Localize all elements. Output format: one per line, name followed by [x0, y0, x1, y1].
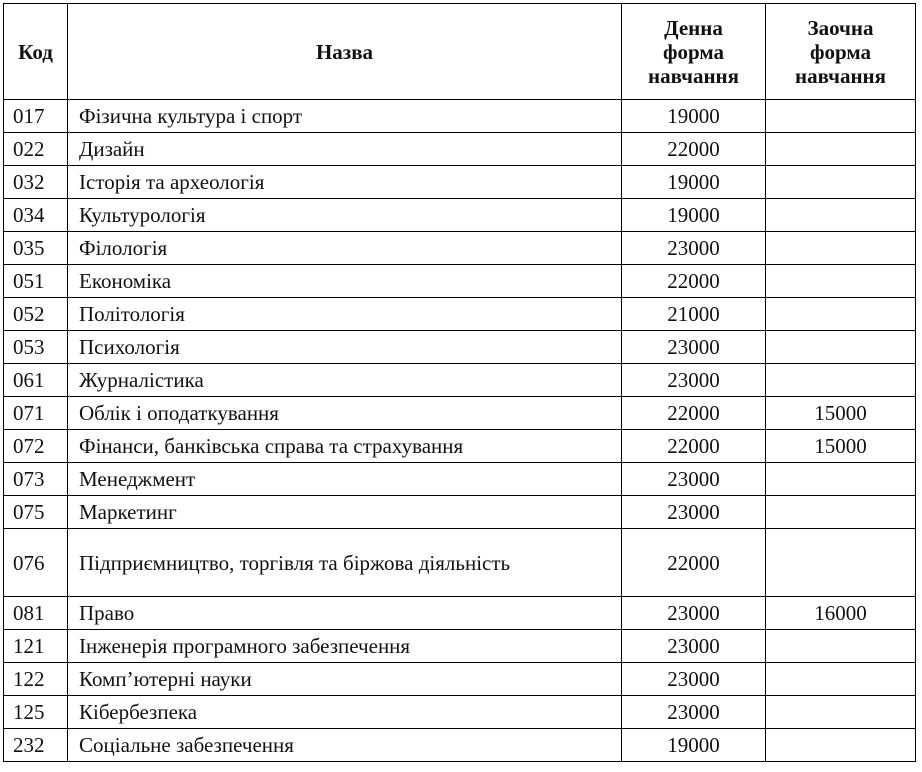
cell-day-form-price: 23000 [622, 496, 766, 529]
cell-part-time-price: 15000 [766, 397, 916, 430]
table-row [4, 364, 916, 397]
cell-day-form-price: 22000 [622, 265, 766, 298]
cell-part-time-price [766, 696, 916, 729]
table-body [4, 100, 916, 762]
cell-name: Кібербезпека [68, 696, 622, 729]
cell-name: Облік і оподаткування [68, 397, 622, 430]
cell-name: Журналістика [68, 364, 622, 397]
cell-name: Філологія [68, 232, 622, 265]
cell-code: 061 [4, 364, 68, 397]
cell-day-form-price: 23000 [622, 463, 766, 496]
cell-part-time-price [766, 331, 916, 364]
table-row [4, 529, 916, 597]
cell-part-time-price [766, 529, 916, 597]
cell-code: 035 [4, 232, 68, 265]
cell-day-form-price: 22000 [622, 397, 766, 430]
cell-name: Культурологія [68, 199, 622, 232]
cell-day-form-price: 19000 [622, 100, 766, 133]
cell-name: Психологія [68, 331, 622, 364]
table-row [4, 331, 916, 364]
cell-day-form-price: 22000 [622, 133, 766, 166]
table-row [4, 430, 916, 463]
cell-code: 081 [4, 597, 68, 630]
table-row [4, 199, 916, 232]
table-row [4, 663, 916, 696]
cell-part-time-price [766, 265, 916, 298]
cell-name: Економіка [68, 265, 622, 298]
cell-name: Підприємництво, торгівля та біржова діяльність [68, 529, 622, 597]
cell-code: 052 [4, 298, 68, 331]
cell-part-time-price [766, 100, 916, 133]
cell-part-time-price [766, 663, 916, 696]
cell-name: Інженерія програмного забезпечення [68, 630, 622, 663]
cell-part-time-price [766, 463, 916, 496]
cell-name: Менеджмент [68, 463, 622, 496]
table-row [4, 133, 916, 166]
cell-code: 022 [4, 133, 68, 166]
cell-day-form-price: 23000 [622, 663, 766, 696]
cell-part-time-price [766, 298, 916, 331]
cell-day-form-price: 19000 [622, 166, 766, 199]
cell-code: 051 [4, 265, 68, 298]
cell-day-form-price: 19000 [622, 729, 766, 762]
cell-day-form-price: 23000 [622, 232, 766, 265]
cell-code: 232 [4, 729, 68, 762]
header-part-line1: Заочна [807, 15, 874, 40]
cell-name: Фізична культура і спорт [68, 100, 622, 133]
table-row [4, 166, 916, 199]
header-part-time-form [766, 4, 916, 100]
cell-name: Дизайн [68, 133, 622, 166]
header-day-line2: форма [662, 39, 725, 64]
cell-day-form-price: 23000 [622, 630, 766, 663]
table-row [4, 729, 916, 762]
header-row [4, 4, 916, 100]
header-name: Назва [68, 4, 622, 100]
cell-code: 073 [4, 463, 68, 496]
cell-code: 125 [4, 696, 68, 729]
cell-day-form-price: 19000 [622, 199, 766, 232]
header-day-line1: Денна [664, 15, 723, 40]
cell-part-time-price [766, 496, 916, 529]
header-day-form [622, 4, 766, 100]
cell-code: 017 [4, 100, 68, 133]
cell-code: 034 [4, 199, 68, 232]
table-row [4, 496, 916, 529]
cell-name: Політологія [68, 298, 622, 331]
header-day-line3: навчання [647, 63, 740, 88]
cell-part-time-price [766, 166, 916, 199]
tuition-table [3, 3, 916, 762]
table-row [4, 298, 916, 331]
cell-day-form-price: 22000 [622, 529, 766, 597]
cell-part-time-price [766, 364, 916, 397]
table-row [4, 597, 916, 630]
table-row [4, 265, 916, 298]
cell-part-time-price [766, 133, 916, 166]
cell-part-time-price [766, 199, 916, 232]
header-part-line2: форма [809, 39, 872, 64]
header-part-line3: навчання [794, 63, 887, 88]
cell-day-form-price: 23000 [622, 364, 766, 397]
cell-day-form-price: 21000 [622, 298, 766, 331]
header-code: Код [4, 4, 68, 100]
cell-name: Соціальне забезпечення [68, 729, 622, 762]
cell-part-time-price [766, 232, 916, 265]
cell-name: Фінанси, банківська справа та страхування [68, 430, 622, 463]
cell-code: 053 [4, 331, 68, 364]
table-row [4, 100, 916, 133]
cell-day-form-price: 23000 [622, 696, 766, 729]
cell-code: 032 [4, 166, 68, 199]
cell-day-form-price: 23000 [622, 597, 766, 630]
cell-part-time-price: 15000 [766, 430, 916, 463]
cell-code: 071 [4, 397, 68, 430]
table-row [4, 630, 916, 663]
table-row [4, 232, 916, 265]
cell-name: Історія та археологія [68, 166, 622, 199]
cell-part-time-price: 16000 [766, 597, 916, 630]
cell-part-time-price [766, 729, 916, 762]
table-row [4, 463, 916, 496]
cell-name: Маркетинг [68, 496, 622, 529]
cell-code: 075 [4, 496, 68, 529]
cell-code: 072 [4, 430, 68, 463]
cell-day-form-price: 23000 [622, 331, 766, 364]
cell-day-form-price: 22000 [622, 430, 766, 463]
cell-code: 122 [4, 663, 68, 696]
table-row [4, 397, 916, 430]
cell-part-time-price [766, 630, 916, 663]
cell-name: Комп’ютерні науки [68, 663, 622, 696]
cell-code: 121 [4, 630, 68, 663]
cell-name: Право [68, 597, 622, 630]
table-row [4, 696, 916, 729]
cell-code: 076 [4, 529, 68, 597]
